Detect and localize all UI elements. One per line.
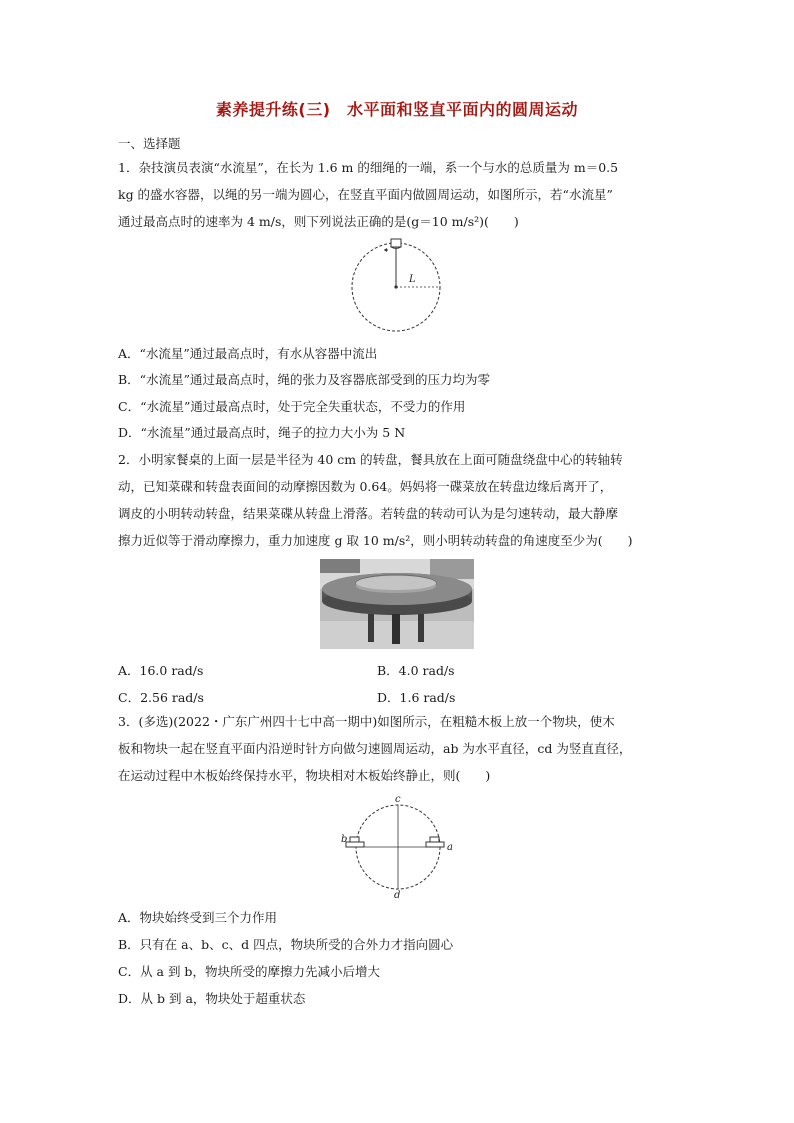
q2-text-line-4: 擦力近似等于滑动摩擦力，重力加速度 g 取 10 m/s²，则小明转动转盘的角速度至少为( ) [118,533,633,548]
q3-text-line-1: 3．(多选)(2022・广东广州四十七中高一期中)如图所示，在粗糙木板上放一个物块，使木 [118,714,615,729]
q3-figure-label-c: c [395,794,401,805]
section-heading: 一、选择题 [118,136,181,151]
q2-text-line-1: 2．小明家餐桌的上面一层是半径为 40 cm 的转盘，餐具放在上面可随盘绕盘中心的转轴转 [118,452,623,467]
q1-option-c: C．“水流星”通过最高点时，处于完全失重状态，不受力的作用 [118,399,466,414]
q1-figure-label-L: L [409,274,416,285]
q2-option-b: B．4.0 rad/s [377,663,455,678]
page-title: 素养提升练(三) 水平面和竖直平面内的圆周运动 [215,100,579,119]
q3-text-line-3: 在运动过程中木板始终保持水平，物块相对木板始终静止，则( ) [118,768,491,783]
q3-option-b: B．只有在 a、b、c、d 四点，物块所受的合外力才指向圆心 [118,937,454,952]
q1-option-b: B．“水流星”通过最高点时，绳的张力及容器底部受到的压力均为零 [118,372,490,387]
q3-circle-figure [338,792,460,900]
q1-option-d: D．“水流星”通过最高点时，绳子的拉力大小为 5 N [118,425,406,440]
q2-table-photo [320,559,474,649]
q1-text-line-1: 1．杂技演员表演“水流星”，在长为 1.6 m 的细绳的一端，系一个与水的总质量为 m＝0.5 [118,160,619,175]
q2-option-c: C．2.56 rad/s [118,690,204,705]
q3-text-line-2: 板和物块一起在竖直平面内沿逆时针方向做匀速圆周运动，ab 为水平直径，cd 为竖直直径， [118,741,632,756]
q3-figure-label-b: b [341,834,348,845]
q3-option-c: C．从 a 到 b，物块所受的摩擦力先减小后增大 [118,964,380,979]
q2-text-line-2: 动，已知菜碟和转盘表面间的动摩擦因数为 0.64。妈妈将一碟菜放在转盘边缘后离开了， [118,479,613,494]
q3-option-d: D．从 b 到 a，物块处于超重状态 [118,991,306,1006]
q2-option-a: A．16.0 rad/s [118,663,204,678]
q1-text-line-3: 通过最高点时的速率为 4 m/s，则下列说法正确的是(g＝10 m/s²)( ) [118,214,519,229]
q1-option-a: A．“水流星”通过最高点时，有水从容器中流出 [118,346,378,361]
q3-figure-label-d: d [394,890,401,900]
q3-figure-label-a: a [447,842,453,853]
q2-text-line-3: 调皮的小明转动转盘，结果菜碟从转盘上滑落。若转盘的转动可认为是匀速转动，最大静摩 [118,506,619,521]
q1-text-line-2: kg 的盛水容器，以绳的另一端为圆心，在竖直平面内做圆周运动，如图所示，若“水流星” [118,187,613,202]
q2-option-d: D．1.6 rad/s [377,690,456,705]
q3-option-a: A．物块始终受到三个力作用 [118,910,278,925]
q1-circle-figure [346,236,446,336]
